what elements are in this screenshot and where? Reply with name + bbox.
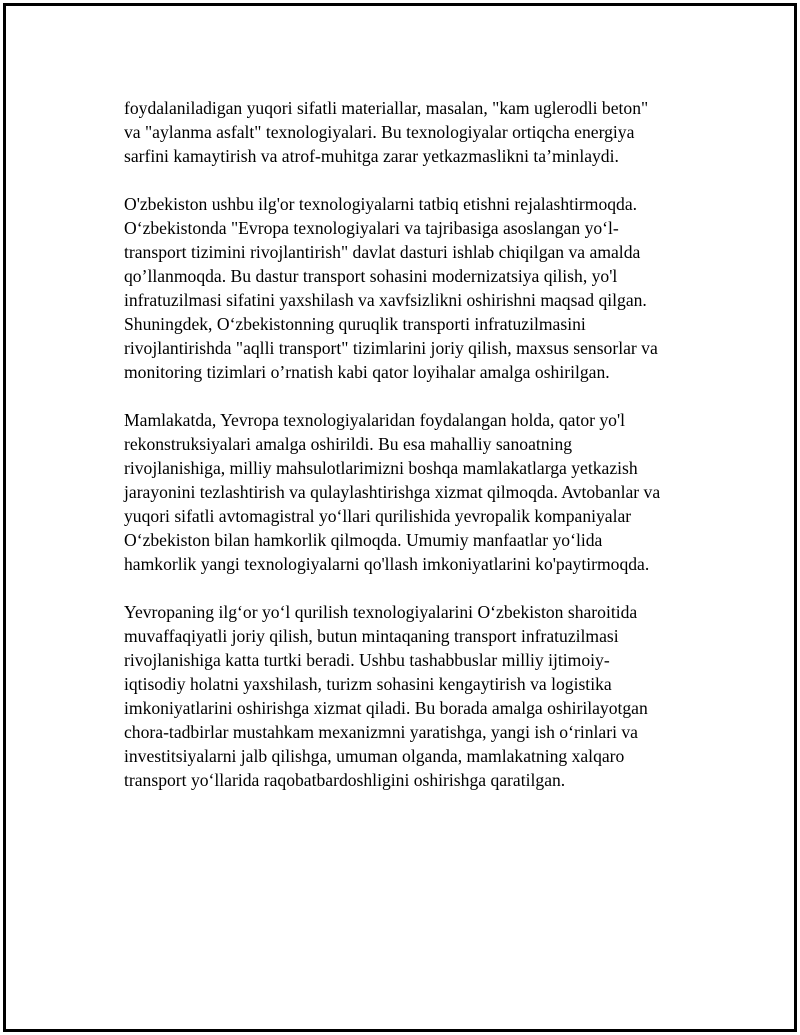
- paragraph-4: [124, 600, 684, 792]
- text-line: O‘zbekiston bilan hamkorlik qilmoqda. Umumiy manfaatlar yo‘lida: [124, 530, 603, 550]
- text-line: rekonstruksiyalari amalga oshirildi. Bu esa mahalliy sanoatning: [124, 434, 573, 454]
- text-line: jarayonini tezlashtirish va qulaylashtirishga xizmat qilmoqda. Avtobanlar va: [124, 482, 661, 502]
- paragraph-1: [124, 96, 684, 168]
- text-line: rivojlanishiga katta turtki beradi. Ushbu tashabbuslar milliy ijtimoiy-: [124, 650, 610, 670]
- document-body: [124, 96, 684, 816]
- text-line: Yevropaning ilg‘or yo‘l qurilish texnologiyalarini O‘zbekiston sharoitida: [124, 602, 638, 622]
- text-line: rivojlanishiga, milliy mahsulotlarimizni boshqa mamlakatlarga yetkazish: [124, 458, 638, 478]
- text-line: hamkorlik yangi texnologiyalarni qo'llash imkoniyatlarini ko'paytirmoqda.: [124, 554, 650, 574]
- text-line: va "aylanma asfalt" texnologiyalari. Bu texnologiyalar ortiqcha energiya: [124, 122, 635, 142]
- text-line: yuqori sifatli avtomagistral yo‘llari qurilishida yevropalik kompaniyalar: [124, 506, 632, 526]
- text-line: chora-tadbirlar mustahkam mexanizmni yaratishga, yangi ish o‘rinlari va: [124, 722, 638, 742]
- text-line: sarfini kamaytirish va atrof-muhitga zarar yetkazmaslikni ta’minlaydi.: [124, 146, 619, 166]
- text-line: Shuningdek, O‘zbekistonning quruqlik transporti infratuzilmasini: [124, 314, 586, 334]
- text-line: qo’llanmoqda. Bu dastur transport sohasini modernizatsiya qilish, yo'l: [124, 266, 618, 286]
- page-frame: [3, 3, 797, 1032]
- text-line: Mamlakatda, Yevropa texnologiyalaridan foydalangan holda, qator yo'l: [124, 410, 626, 430]
- paragraph-3: [124, 408, 684, 576]
- text-line: rivojlantirishda "aqlli transport" tizimlarini joriy qilish, maxsus sensorlar va: [124, 338, 658, 358]
- paragraph-2: [124, 192, 684, 384]
- text-line: infratuzilmasi sifatini yaxshilash va xavfsizlikni oshirishni maqsad qilgan.: [124, 290, 647, 310]
- text-line: investitsiyalarni jalb qilishga, umuman olganda, mamlakatning xalqaro: [124, 746, 625, 766]
- text-line: transport tizimini rivojlantirish" davlat dasturi ishlab chiqilgan va amalda: [124, 242, 641, 262]
- text-line: imkoniyatlarini oshirishga xizmat qiladi. Bu borada amalga oshirilayotgan: [124, 698, 648, 718]
- text-line: O‘zbekistonda "Evropa texnologiyalari va tajribasiga asoslangan yo‘l-: [124, 218, 619, 238]
- text-line: iqtisodiy holatni yaxshilash, turizm sohasini kengaytirish va logistika: [124, 674, 612, 694]
- text-line: monitoring tizimlari o’rnatish kabi qator loyihalar amalga oshirilgan.: [124, 362, 610, 382]
- text-line: foydalaniladigan yuqori sifatli materiallar, masalan, "kam uglerodli beton": [124, 98, 649, 118]
- text-line: muvaffaqiyatli joriy qilish, butun mintaqaning transport infratuzilmasi: [124, 626, 619, 646]
- text-line: O'zbekiston ushbu ilg'or texnologiyalarni tatbiq etishni rejalashtirmoqda.: [124, 194, 638, 214]
- text-line: transport yo‘llarida raqobatbardoshligini oshirishga qaratilgan.: [124, 770, 566, 790]
